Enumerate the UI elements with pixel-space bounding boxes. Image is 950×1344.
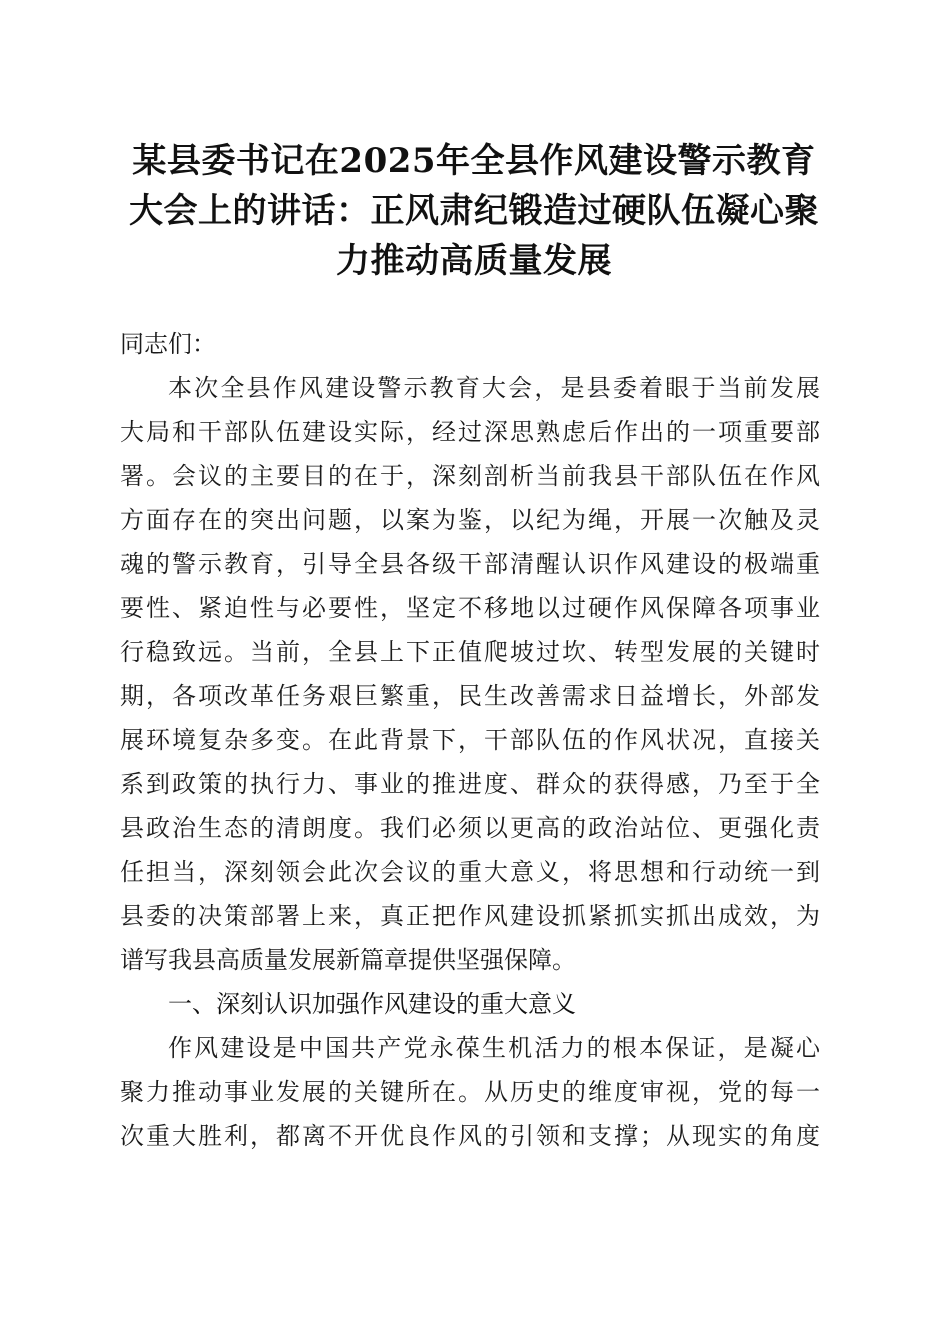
paragraph-line: 要性、紧迫性与必要性，坚定不移地以过硬作风保障各项事业 <box>120 594 820 622</box>
paragraph-line: 展环境复杂多变。在此背景下，干部队伍的作风状况，直接关 <box>120 726 820 754</box>
paragraph-line: 方面存在的突出问题，以案为鉴，以纪为绳，开展一次触及灵 <box>120 506 820 534</box>
paragraph-line: 署。会议的主要目的在于，深刻剖析当前我县干部队伍在作风 <box>120 462 820 490</box>
paragraph-line: 谱写我县高质量发展新篇章提供坚强保障。 <box>120 946 576 974</box>
paragraph-line: 行稳致远。当前，全县上下正值爬坡过坎、转型发展的关键时 <box>120 638 820 666</box>
paragraph-line: 系到政策的执行力、事业的推进度、群众的获得感，乃至于全 <box>120 770 820 798</box>
document-title <box>118 136 830 286</box>
paragraph-line: 期，各项改革任务艰巨繁重，民生改善需求日益增长，外部发 <box>120 682 820 710</box>
paragraph-line: 魂的警示教育，引导全县各级干部清醒认识作风建设的极端重 <box>120 550 820 578</box>
paragraph-line: 县政治生态的清朗度。我们必须以更高的政治站位、更强化责 <box>120 814 820 842</box>
paragraph-section1 <box>120 1026 820 1158</box>
title-line: 大会上的讲话：正风肃纪锻造过硬队伍凝心聚 <box>129 191 819 231</box>
title-line: 力推动高质量发展 <box>336 241 612 281</box>
salutation: 同志们： <box>120 330 216 358</box>
paragraph-line: 任担当，深刻领会此次会议的重大意义，将思想和行动统一到 <box>120 858 820 886</box>
paragraph-line: 本次全县作风建设警示教育大会，是县委着眼于当前发展 <box>168 374 820 402</box>
paragraph-line: 县委的决策部署上来，真正把作风建设抓紧抓实抓出成效，为 <box>120 902 820 930</box>
paragraph-line: 作风建设是中国共产党永葆生机活力的根本保证，是凝心 <box>168 1034 820 1062</box>
paragraph-intro <box>120 366 820 982</box>
section-heading: 一、深刻认识加强作风建设的重大意义 <box>168 990 576 1018</box>
title-line: 某县委书记在2025年全县作风建设警示教育 <box>132 141 816 181</box>
paragraph-line: 次重大胜利，都离不开优良作风的引领和支撑；从现实的角度 <box>120 1122 820 1150</box>
paragraph-line: 聚力推动事业发展的关键所在。从历史的维度审视，党的每一 <box>120 1078 820 1106</box>
document-body <box>120 322 820 1158</box>
paragraph-line: 大局和干部队伍建设实际，经过深思熟虑后作出的一项重要部 <box>120 418 820 446</box>
